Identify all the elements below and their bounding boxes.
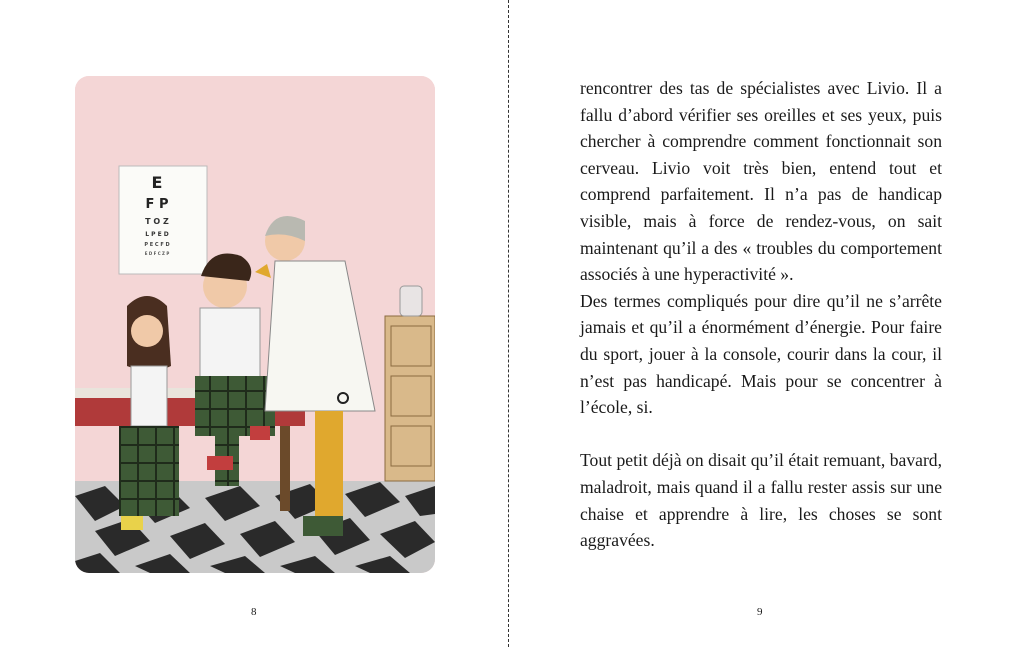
eye-chart-row: T O Z bbox=[145, 217, 169, 226]
page-number-left: 8 bbox=[251, 606, 257, 618]
doctor-exam-illustration bbox=[75, 76, 435, 573]
eye-chart-row: P E C F D bbox=[144, 242, 170, 248]
paragraph: rencontrer des tas de spécialistes avec Livio. Il a fallu d’abord vérifier ses oreilles et ses yeux, puis chercher à comprendre comment fonctionnait son cerveau. Livio voit très bien, entend tout et comprend parfaitement. Il n’a pas de handicap visible, mais à force de rendez-vous, on sait maintenant qu’il a des « troubles du comportement associés à une hyperactivité ». bbox=[580, 78, 942, 285]
eye-chart-row: E bbox=[151, 173, 163, 192]
body-text bbox=[580, 75, 942, 554]
paragraph: Des termes compliqués pour dire qu’il ne s’arrête jamais et qu’il a énormément d’énergie. Pour faire du sport, jouer à la console, courir dans la cour, il n’est pas handicapé. Mais pour se concentrer à l’école, si. bbox=[580, 290, 942, 418]
eye-chart-row: F P bbox=[145, 197, 169, 212]
page-fold-divider bbox=[508, 0, 509, 647]
eye-chart-row: E D F C Z P bbox=[144, 251, 170, 256]
eye-chart-row: L P E D bbox=[145, 231, 169, 238]
paragraph: Tout petit déjà on disait qu’il était remuant, bavard, maladroit, mais quand il a fallu rester assis sur une chaise et apprendre à lire, les choses se sont aggravées. bbox=[580, 450, 942, 551]
page-number-right: 9 bbox=[757, 606, 763, 618]
paragraph-spacer bbox=[580, 421, 942, 448]
